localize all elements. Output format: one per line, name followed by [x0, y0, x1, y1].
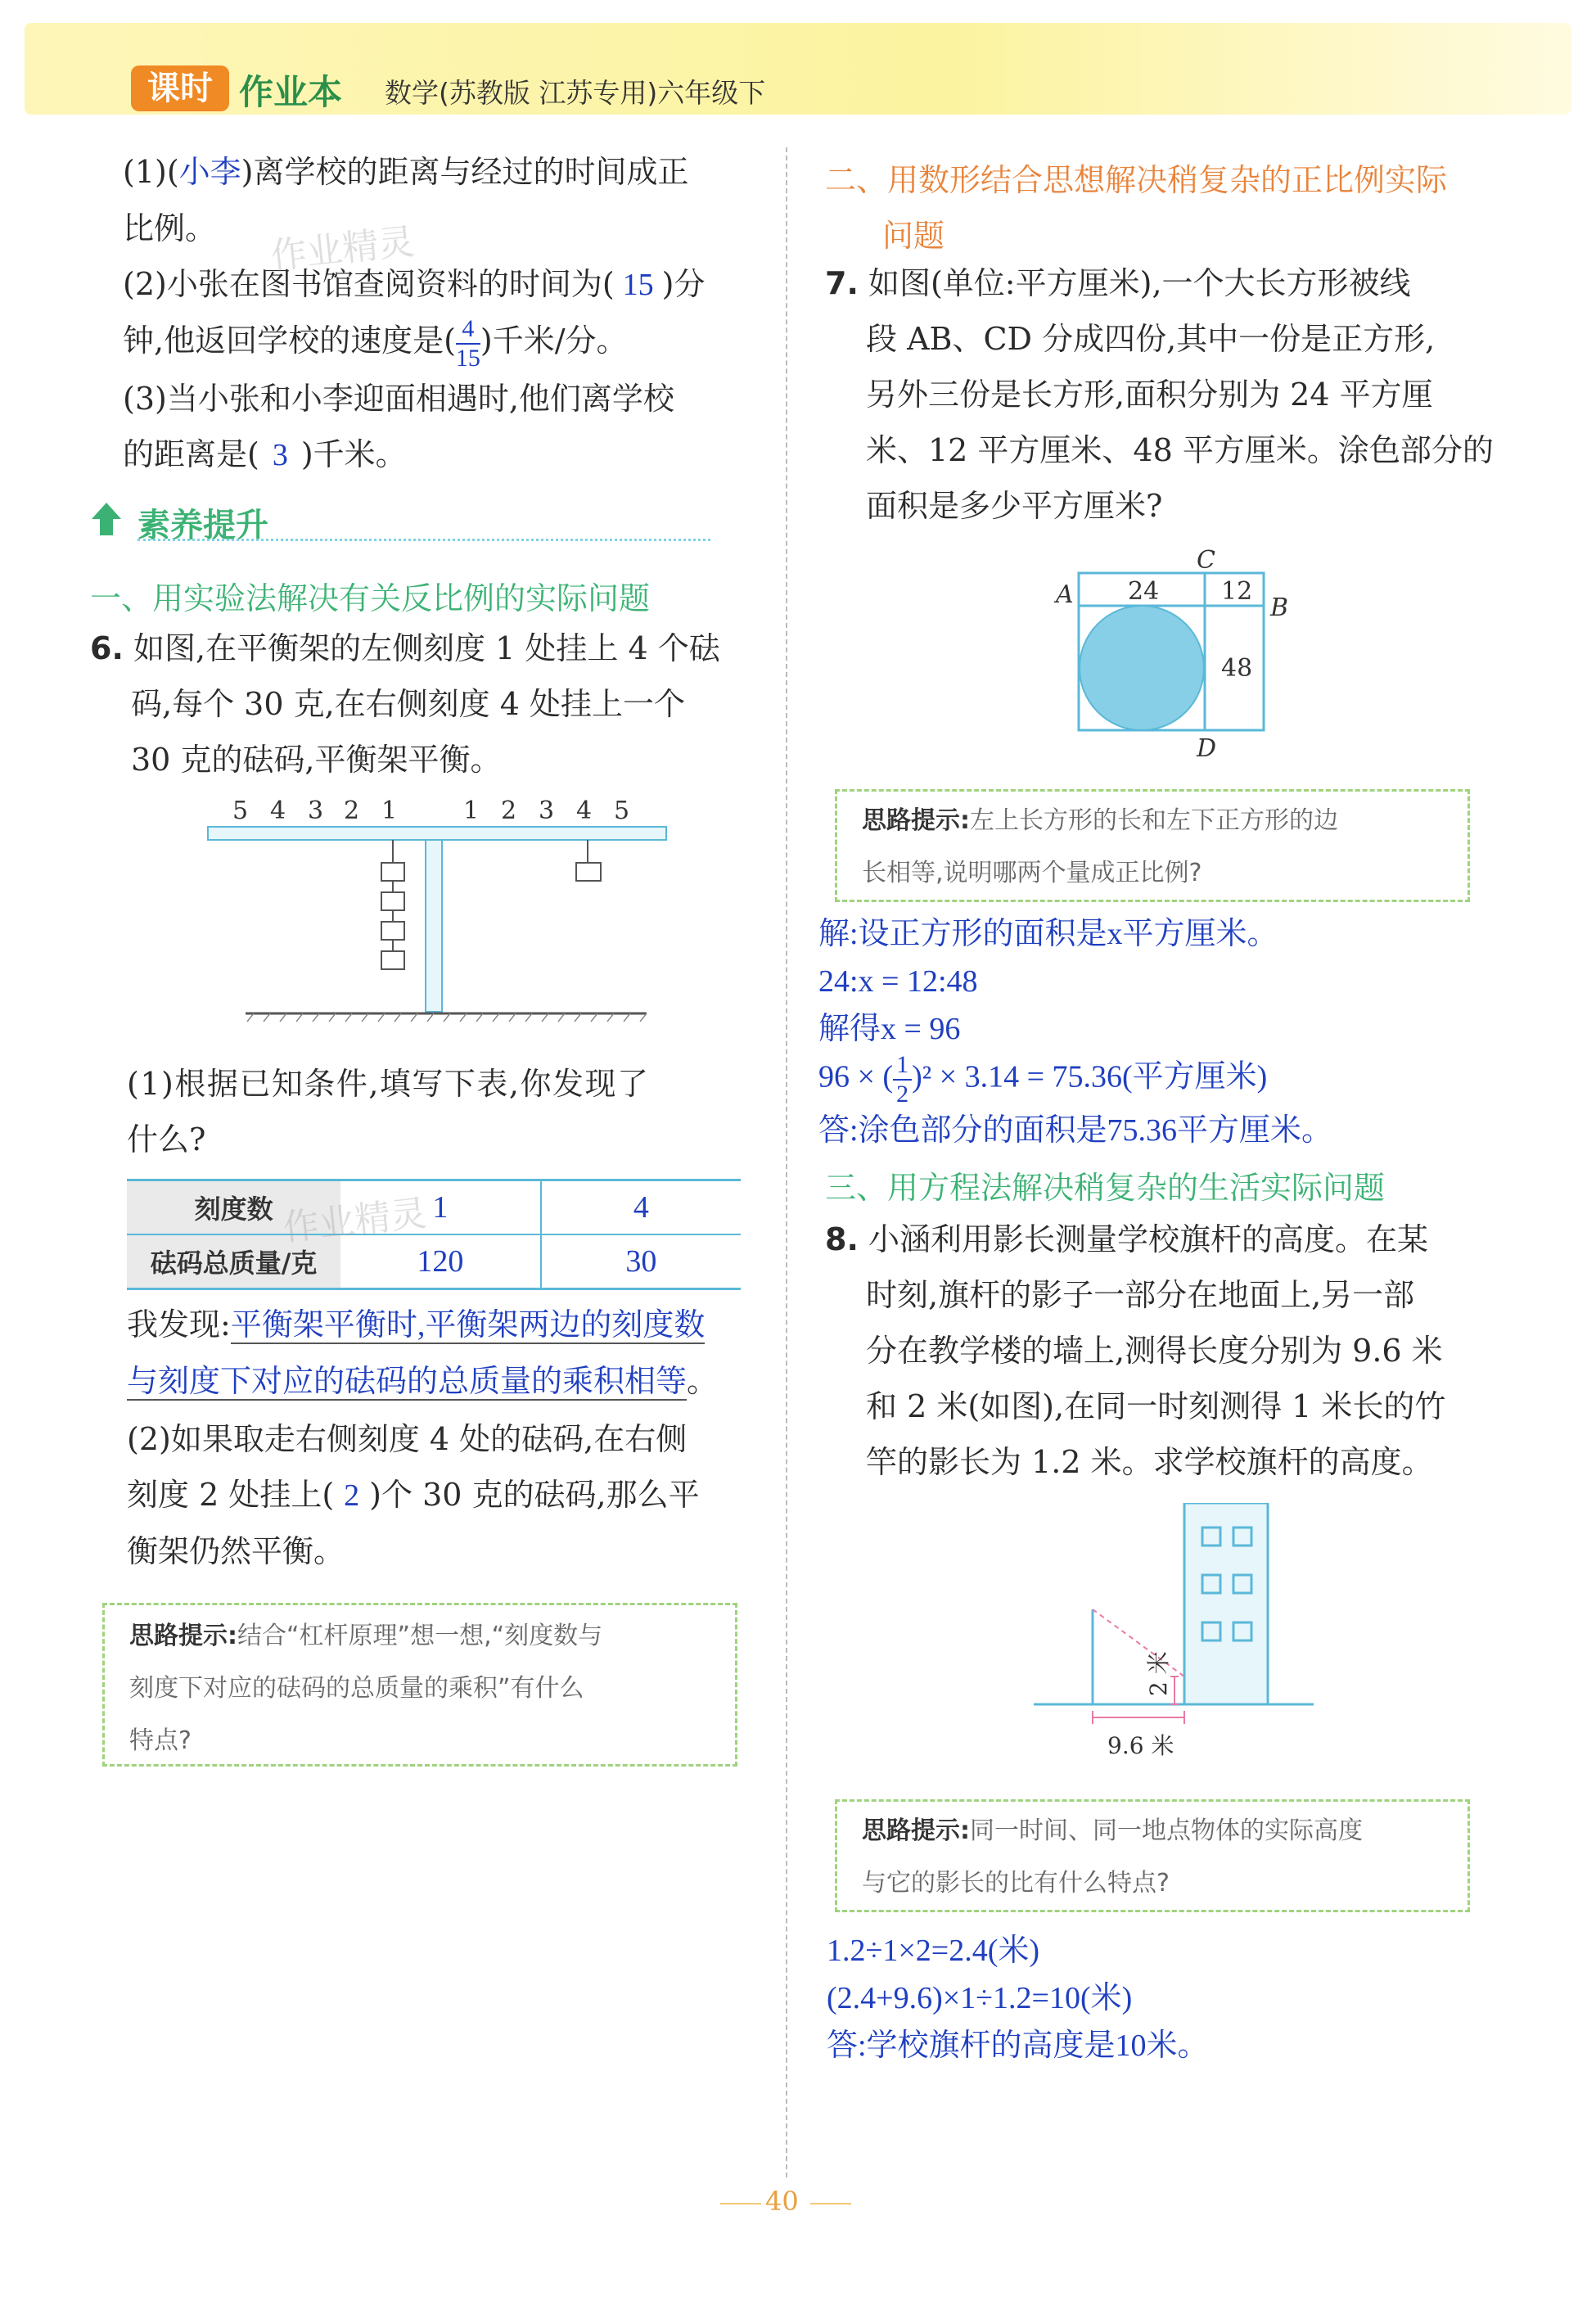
section-header [90, 498, 745, 544]
header-title: 作业本 [239, 72, 343, 112]
scale-left-3: 3 [308, 797, 324, 825]
q6-number: 6. [90, 630, 124, 666]
weight [576, 863, 601, 881]
section-underline [138, 539, 710, 541]
column-divider [786, 147, 787, 2177]
arrow-up-icon [90, 501, 123, 537]
shaded-circle [1080, 606, 1204, 730]
wall-shadow-label: 2 米 [1145, 1651, 1172, 1696]
label-b: B [1270, 593, 1289, 622]
q6: 6. 如图,在平衡架的左侧刻度 1 处挂上 4 个砝 码,每个 30 克,在右侧刻度 4 处挂上一个 30 克的砝码,平衡架平衡。 [90, 630, 720, 778]
sol7-line: 解得x = 96 [818, 1012, 961, 1046]
window [1233, 1575, 1251, 1593]
balance-figure [196, 792, 679, 1046]
scale-left-2: 2 [344, 797, 360, 825]
window [1202, 1575, 1220, 1593]
q7-number: 7. [825, 265, 859, 301]
q8-number: 8. [825, 1221, 859, 1257]
table-row [127, 1234, 741, 1289]
watermark: 作业精灵 [281, 1192, 429, 1250]
q5-part1: (1)(小李)离学校的距离与经过的时间成正 [123, 154, 689, 190]
window [1233, 1622, 1251, 1640]
answer-3: 3 [272, 437, 288, 472]
table-cell: 30 [625, 1244, 657, 1279]
window [1233, 1528, 1251, 1546]
q5-part2: (2)小张在图书馆查阅资料的时间为( 15 )分 [123, 266, 706, 302]
weight [381, 922, 404, 940]
hint-box-q8: 思路提示:同一时间、同一地点物体的实际高度 与它的影长的比有什么特点? [835, 1799, 1470, 1912]
weight [381, 892, 404, 910]
ground-shadow-label: 9.6 米 [1107, 1732, 1174, 1759]
subheading-2: 二、用数形结合思想解决稍复杂的正比例实际 问题 [825, 162, 1448, 254]
hint-box-q6: 思路提示:结合“杠杆原理”想一想,“刻度数与 刻度下对应的砝码的总质量的乘积”有什么 特点? [102, 1603, 737, 1767]
label-d: D [1197, 734, 1217, 761]
finding-answer-2: 与刻度下对应的砝码的总质量的乘积相等 [127, 1365, 688, 1399]
finding-answer-1: 平衡架平衡时,平衡架两边的刻度数 [230, 1308, 706, 1343]
sol7-line: 96 × ( $\frac{1}{2}$ )² × 3.14 = 75.36(平方厘米) [818, 1051, 1268, 1108]
sol8-line: 答:学校旗杆的高度是10米。 [827, 2028, 1209, 2063]
q5-part2-line2: 钟,他返回学校的速度是( $\frac{4}{15}$ )千米/分。 [123, 314, 628, 372]
scale-right-4: 4 [576, 797, 593, 825]
table-cell: 4 [633, 1190, 649, 1225]
q8: 8. 小涵利用影长测量学校旗杆的高度。在某 时刻,旗杆的影子一部分在地面上,另一部 分在教学楼的墙上,测得长度分别为 9.6 米 和 2 米(如图),在同一时刻测得 1 米长的竹 竿的影长为 1.2 米。求学校旗杆的高度。 [825, 1221, 1446, 1480]
subheading-3: 三、用方程法解决稍复杂的生活实际问题 [825, 1170, 1386, 1206]
weight [381, 951, 404, 969]
window [1202, 1622, 1220, 1640]
hint-box-q7: 思路提示:左上长方形的长和左下正方形的边 长相等,说明哪两个量成正比例? [835, 789, 1470, 902]
footer-rule-left [720, 2203, 761, 2204]
label-12: 12 [1221, 577, 1253, 606]
scale-right-5: 5 [614, 797, 630, 825]
scale-right-2: 2 [501, 797, 517, 825]
sol8-line: (2.4+9.6)×1÷1.2=10(米) [827, 1981, 1133, 2015]
balance-post [426, 840, 442, 1012]
label-a: A [1056, 580, 1074, 609]
watermark: 作业精灵 [268, 220, 417, 278]
sol8-line: 1.2÷1×2=2.4(米) [827, 1934, 1040, 1968]
q5-part3-line2: 的距离是( 3 )千米。 [123, 435, 407, 472]
q5-part1-line2: 比例。 [123, 210, 217, 246]
scale-right-1: 1 [463, 797, 480, 825]
scale-left-5: 5 [232, 797, 249, 825]
table-header-cell: 刻度数 [127, 1180, 340, 1235]
scale-left-1: 1 [381, 797, 398, 825]
table-cell: 120 [340, 1234, 541, 1289]
scale-right-3: 3 [539, 797, 555, 825]
label-48: 48 [1221, 654, 1253, 683]
q6-part2: (2)如果取走右侧刻度 4 处的砝码,在右侧 刻度 2 处挂上( 2 )个 30 克的砝码,那么平 衡架仍然平衡。 [127, 1421, 700, 1569]
sol7-line: 解:设正方形的面积是x平方厘米。 [818, 917, 1278, 951]
scale-left-4: 4 [270, 797, 286, 825]
table-cell: 1 [340, 1180, 541, 1235]
window [1202, 1528, 1220, 1546]
answer-xiaoli: 小李 [178, 156, 241, 190]
left-column [123, 144, 761, 483]
sol7-line: 24:x = 12:48 [818, 964, 978, 999]
hint-label: 思路提示: [129, 1622, 237, 1650]
label-c: C [1197, 546, 1215, 575]
building [1184, 1503, 1268, 1704]
rectangle-figure [1048, 540, 1293, 761]
sol7-line: 答:涂色部分的面积是75.36平方厘米。 [818, 1113, 1333, 1148]
shadow-figure [1027, 1503, 1322, 1773]
q6-finding: 我发现:平衡架平衡时,平衡架两边的刻度数 与刻度下对应的砝码的总质量的乘积相等。 [127, 1306, 719, 1399]
section-title: 素养提升 [138, 507, 268, 544]
header-logo: 课时 [131, 65, 229, 111]
solution-q7 [818, 910, 1332, 1154]
q7: 7. 如图(单位:平方厘米),一个大长方形被线 段 AB、CD 分成四份,其中一份是正方形, 另外三份是长方形,面积分别为 24 平方厘 米、12 平方厘米、48 平方厘米。涂色部分的 面积是多少平方厘米? [825, 265, 1494, 524]
table-row [127, 1180, 741, 1235]
solution-q8 [827, 1927, 1209, 2069]
balance-beam [208, 827, 666, 840]
answer-2: 2 [344, 1478, 360, 1513]
hint-label: 思路提示: [862, 1816, 970, 1845]
page-number: 40 [765, 2186, 799, 2217]
header-subtitle: 数学(苏教版 江苏专用)六年级下 [385, 77, 766, 109]
data-table [127, 1179, 741, 1290]
label-24: 24 [1128, 577, 1160, 606]
table-header-cell: 砝码总质量/克 [127, 1234, 340, 1289]
answer-fraction: $\frac{4}{15}$ [455, 314, 480, 372]
hint-label: 思路提示: [862, 806, 970, 835]
footer-rule-right [810, 2203, 851, 2204]
answer-15: 15 [622, 268, 654, 302]
weight [381, 863, 404, 881]
subheading-1: 一、用实验法解决有关反比例的实际问题 [90, 580, 651, 616]
q5-part3: (3)当小张和小李迎面相遇时,他们离学校 [123, 380, 674, 417]
q6-part1: (1)根据已知条件,填写下表,你发现了 什么? [127, 1066, 650, 1158]
